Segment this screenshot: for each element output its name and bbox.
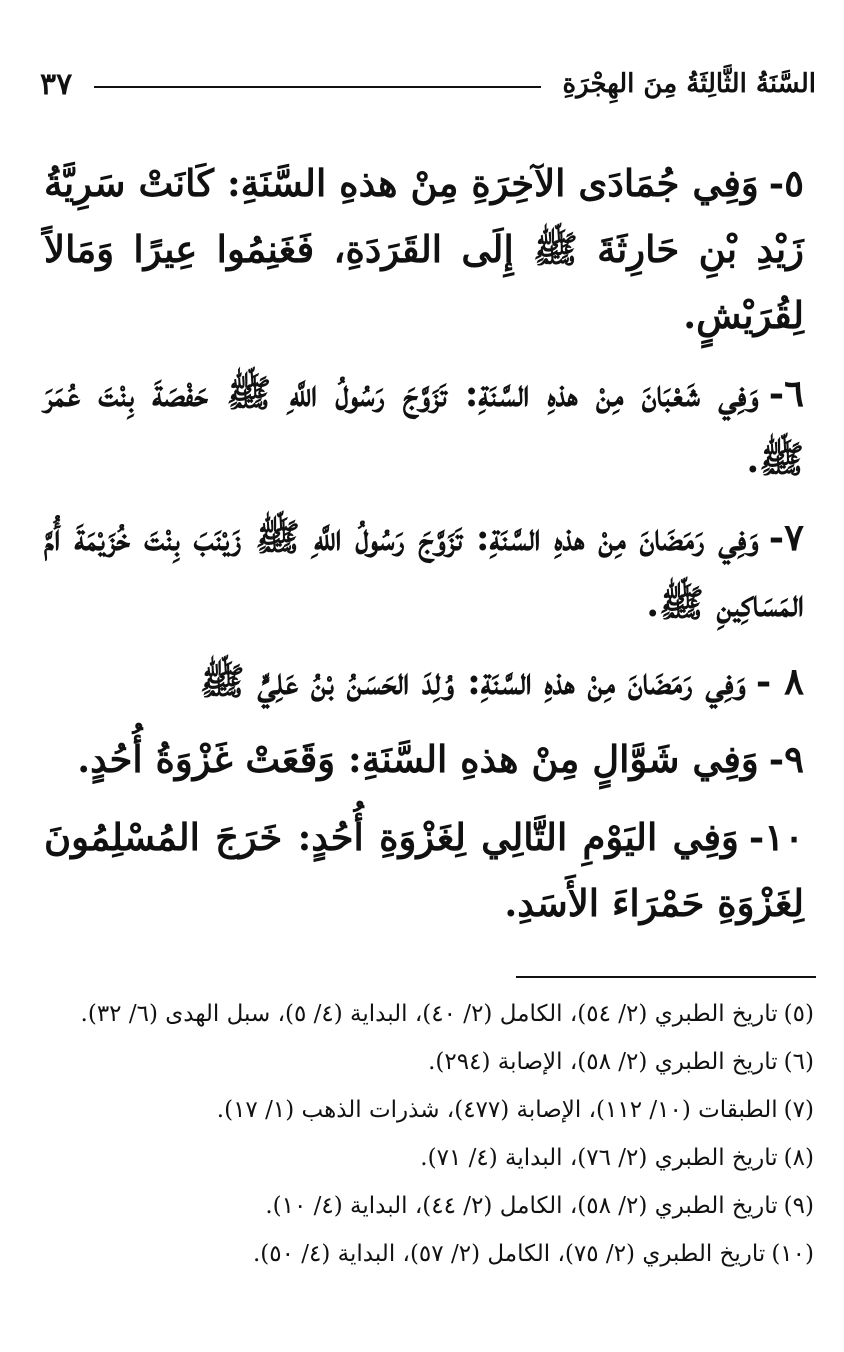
entry-number: ٦- (768, 371, 804, 415)
footnote-7 (44, 1090, 814, 1130)
footnote-9 (44, 1186, 814, 1226)
chapter-title: السَّنَةُ الثَّالِثَةُ مِنَ الهِجْرَةِ (562, 69, 816, 99)
footnote-text: الطبقات (١٠/ ١١٢)، الإصابة (٤٧٧)، شذرات الذهب (١/ ١٧). (216, 1097, 778, 1123)
entry-10 (44, 804, 804, 936)
entry-number: ٩- (768, 737, 804, 781)
entry-number: ١٠- (748, 815, 804, 859)
footnote-number: (٥) (783, 1001, 814, 1027)
entry-7 (44, 504, 804, 636)
entry-text: وَفِي جُمَادَى الآخِرَةِ مِنْ هذهِ السَّنَةِ: كَانَتْ سَرِيَّةُ زَيْدِ بْنِ حَارِثَةَ ﷺ إِلَى القَرَدَةِ، فَغَنِمُوا عِيرًا وَمَالاً لِقُرَيْشٍ. (44, 161, 804, 337)
entries-list (44, 150, 804, 948)
entry-8 (44, 648, 804, 714)
footnote-text: تاريخ الطبري (٢/ ٥٨)، الإصابة (٢٩٤). (428, 1049, 778, 1075)
footnote-number: (٦) (783, 1049, 814, 1075)
page-number: ٣٧ (40, 66, 73, 102)
footnote-text: تاريخ الطبري (٢/ ٥٨)، الكامل (٢/ ٤٤)، البداية (٤/ ١٠). (265, 1193, 778, 1219)
footnote-number: (٨) (783, 1145, 814, 1171)
entry-number: ٧- (768, 515, 804, 559)
entry-text: وَفِي رَمَضَانَ مِنْ هذهِ السَّنَةِ: تَزَوَّجَ رَسُولُ اللَّهِ ﷺ زَيْنَبَ بِنْتَ خُزَيْمَةَ أُمَّ المَسَاكِينِ ﷺ. (44, 515, 804, 625)
entry-number: ٨ - (755, 659, 804, 703)
entry-9 (44, 726, 804, 792)
entry-6 (44, 360, 804, 492)
entry-text: وَفِي شَعْبَانَ مِنْ هذهِ السَّنَةِ: تَزَوَّجَ رَسُولُ اللَّهِ ﷺ حَفْصَةَ بِنْتَ عُمَرَ ﷺ. (44, 371, 804, 481)
entry-number: ٥- (768, 161, 804, 205)
entry-text: وَفِي شَوَّالٍ مِنْ هذهِ السَّنَةِ: وَقَعَتْ غَزْوَةُ أُحُدٍ. (77, 737, 759, 781)
footnote-5 (44, 994, 814, 1034)
entry-5 (44, 150, 804, 348)
footnote-number: (١٠) (771, 1241, 814, 1267)
footnote-number: (٧) (783, 1097, 814, 1123)
entry-text: وَفِي رَمَضَانَ مِنْ هذهِ السَّنَةِ: وُلِدَ الحَسَنُ بْنُ عَلِيٍّ ﷺ (199, 659, 746, 703)
footnote-6 (44, 1042, 814, 1082)
header-rule (94, 86, 540, 88)
footnote-text: تاريخ الطبري (٢/ ٧٦)، البداية (٤/ ٧١). (420, 1145, 778, 1171)
footnote-text: تاريخ الطبري (٢/ ٧٥)، الكامل (٢/ ٥٧)، البداية (٤/ ٥٠). (252, 1241, 766, 1267)
footnote-8 (44, 1138, 814, 1178)
footnote-text: تاريخ الطبري (٢/ ٥٤)، الكامل (٢/ ٤٠)، البداية (٤/ ٥)، سبل الهدى (٦/ ٣٢). (80, 1001, 778, 1027)
footnote-10 (44, 1234, 814, 1274)
running-header (40, 64, 816, 104)
entry-text: وَفِي اليَوْمِ التَّالِي لِغَزْوَةِ أُحُدٍ: خَرَجَ المُسْلِمُونَ لِغَزْوَةِ حَمْرَاءَ الأَسَدِ. (44, 815, 804, 925)
footnotes (44, 972, 814, 1282)
footnote-number: (٩) (783, 1193, 814, 1219)
